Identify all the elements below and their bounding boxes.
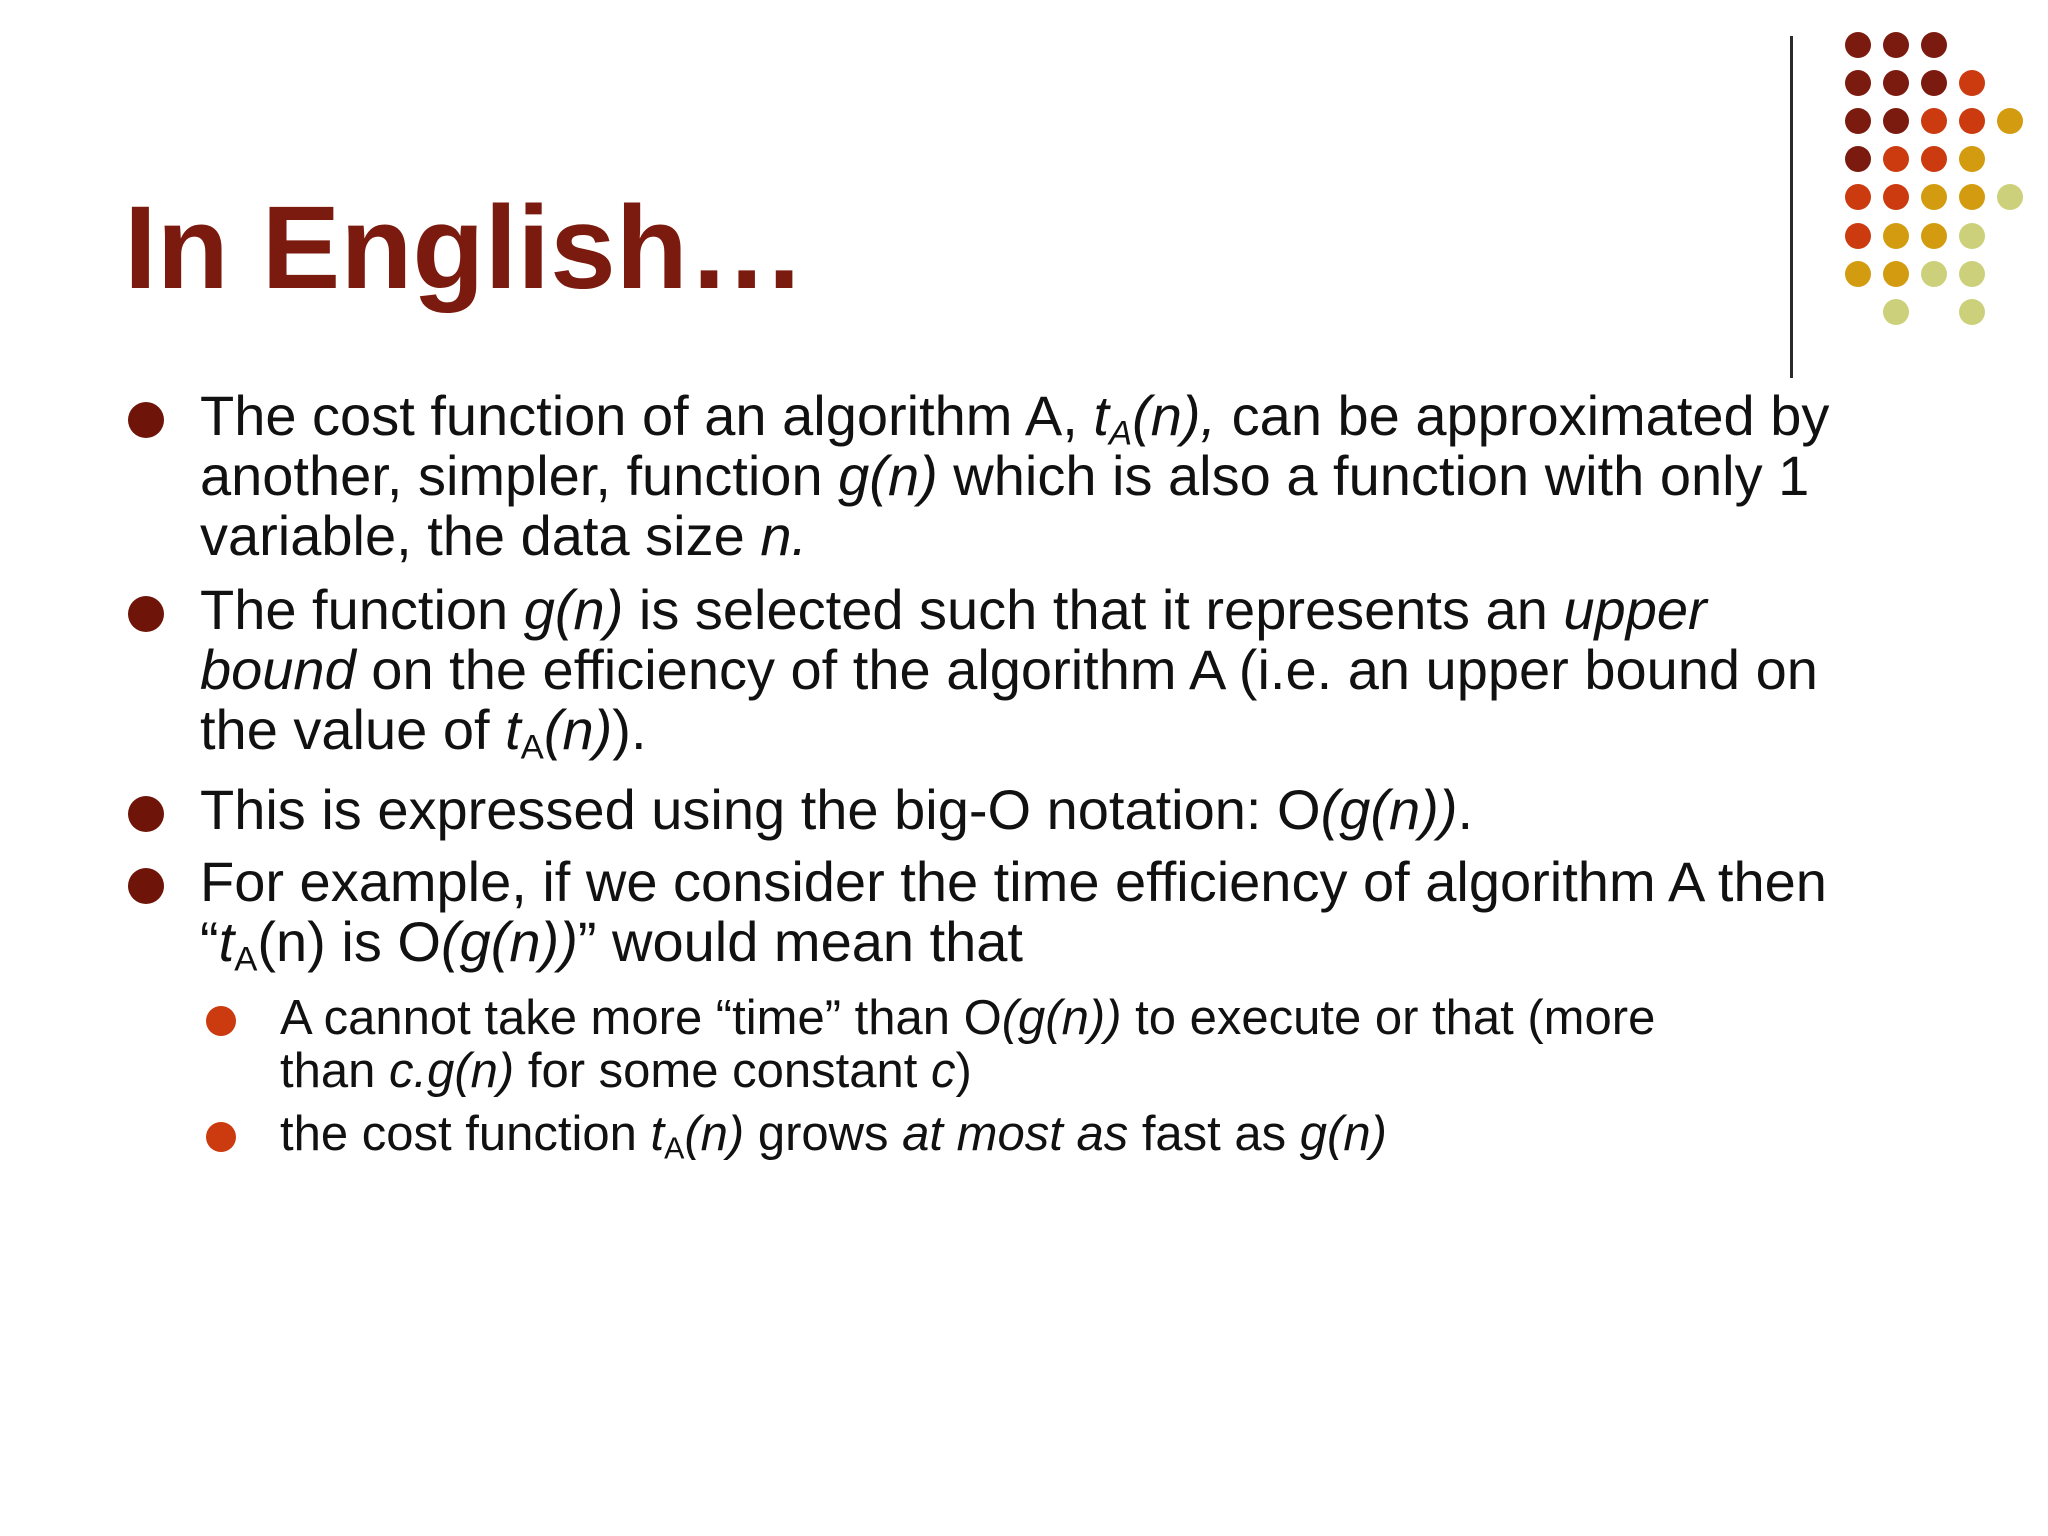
text-run: g(n): [838, 444, 938, 507]
text-run: t: [505, 698, 521, 761]
decorative-dot: [1959, 261, 1985, 287]
text-run: which is also a function with only 1 variable, the data size: [200, 444, 1810, 567]
decorative-dot: [1921, 184, 1947, 210]
title-divider-line: [1790, 36, 1793, 378]
decorative-dot: [1883, 146, 1909, 172]
text-run: at most as: [902, 1107, 1129, 1161]
text-run: (g(n)): [1001, 991, 1122, 1045]
text-run: for some constant: [514, 1044, 931, 1098]
text-run: (n) is O: [257, 910, 441, 973]
bullet-item: [200, 850, 1840, 979]
bullet-item: [200, 386, 1920, 566]
decorative-dot: [1883, 32, 1909, 58]
text-run: The function: [200, 578, 524, 641]
decorative-dot: [1921, 146, 1947, 172]
decorative-dot: [1845, 261, 1871, 287]
decorative-dot: [1845, 108, 1871, 134]
decorative-dot: [1845, 223, 1871, 249]
text-run: c.g(n): [388, 1044, 515, 1098]
text-run: t: [1093, 384, 1109, 447]
decorative-dot: [1845, 184, 1871, 210]
text-run: grows: [744, 1107, 903, 1161]
decorative-dot: [1883, 70, 1909, 96]
text-run: is selected such that it represents an: [623, 578, 1564, 641]
decorative-dot: [1959, 146, 1985, 172]
decorative-dot: [1883, 299, 1909, 325]
text-run: can be approximated by another, simpler, function: [200, 384, 1830, 507]
text-run: upper bound: [200, 578, 1707, 701]
text-run: A: [520, 728, 544, 767]
text-run: This is expressed using the big-O notation: O: [200, 778, 1321, 841]
text-run: ): [955, 1044, 972, 1098]
decorative-dot: [1921, 223, 1947, 249]
text-run: A: [1108, 414, 1133, 453]
text-run: ).: [612, 698, 647, 761]
text-run: ” would mean that: [577, 910, 1023, 973]
bullet-item: [200, 578, 1860, 767]
text-run: g(n): [1299, 1107, 1387, 1161]
text-run: A: [664, 1131, 685, 1166]
text-run: fast as: [1128, 1107, 1300, 1161]
decorative-dot: [1845, 32, 1871, 58]
decorative-dot: [1845, 146, 1871, 172]
text-run: .: [1457, 778, 1474, 841]
decorative-dot: [1883, 261, 1909, 287]
text-run: c: [930, 1044, 956, 1098]
decorative-dot: [1883, 223, 1909, 249]
decorative-dot: [1921, 261, 1947, 287]
text-run: A: [234, 940, 258, 979]
bullet-item: [200, 780, 1920, 840]
decorative-dot: [1921, 70, 1947, 96]
decorative-dot: [1883, 184, 1909, 210]
text-run: t: [650, 1107, 665, 1161]
decorative-dot: [1997, 184, 2023, 210]
decorative-dot: [1997, 108, 2023, 134]
text-run: on the efficiency of the algorithm A (i.e. an upper bound on the value of: [200, 638, 1818, 761]
decorative-dot: [1921, 108, 1947, 134]
text-run: (n): [684, 1107, 745, 1161]
decorative-dot: [1959, 299, 1985, 325]
decorative-dot: [1959, 70, 1985, 96]
decorative-dot: [1959, 108, 1985, 134]
text-run: to execute or that (more than: [280, 991, 1656, 1098]
decorative-dot: [1921, 32, 1947, 58]
text-run: (g(n)): [440, 910, 578, 973]
decorative-dot: [1883, 108, 1909, 134]
text-run: For example, if we consider the time efficiency of algorithm A then “: [200, 850, 1827, 973]
text-run: (n),: [1132, 384, 1232, 447]
decorative-dot: [1845, 70, 1871, 96]
decorative-dot: [1959, 184, 1985, 210]
text-run: The cost function of an algorithm A,: [200, 384, 1094, 447]
sub-bullet-item: [280, 1107, 1880, 1166]
text-run: n.: [760, 504, 808, 567]
slide-title: In English…: [124, 182, 806, 314]
text-run: A cannot take more “time” than O: [280, 991, 1002, 1045]
text-run: (n): [543, 698, 613, 761]
sub-bullet-item: [280, 992, 1700, 1098]
text-run: (g(n)): [1320, 778, 1458, 841]
text-run: g(n): [523, 578, 624, 641]
text-run: the cost function: [280, 1107, 651, 1161]
text-run: t: [218, 910, 235, 973]
decorative-dot: [1959, 223, 1985, 249]
